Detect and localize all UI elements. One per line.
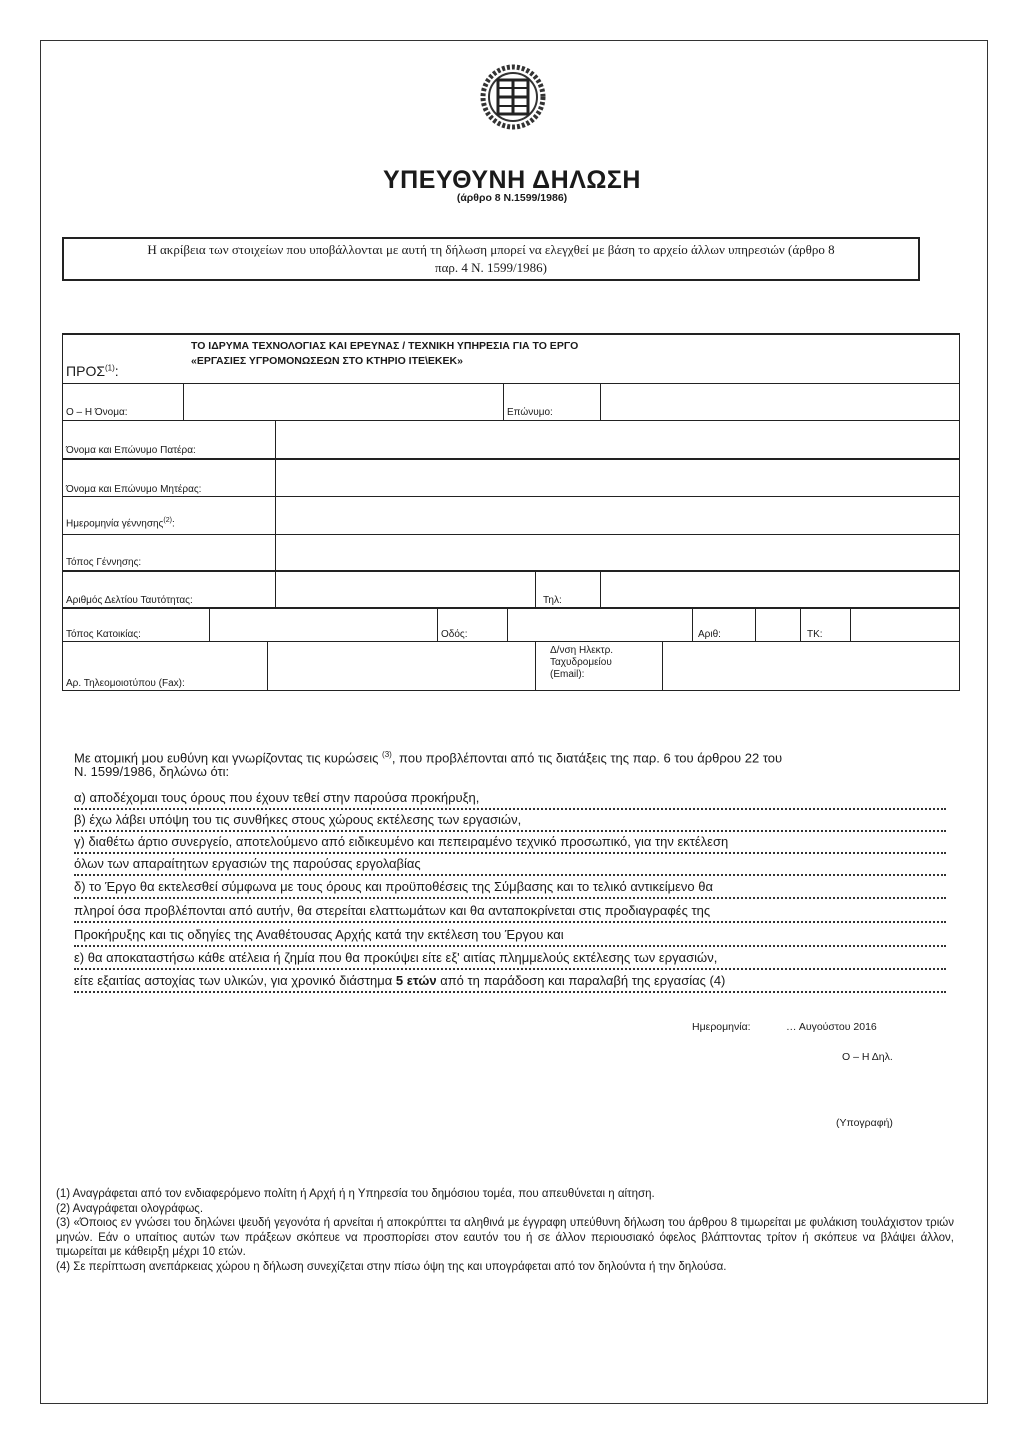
email-label-cell [535, 642, 662, 690]
id-number-label: Αριθμός Δελτίου Ταυτότητας: [66, 595, 193, 606]
form-row-address [62, 607, 960, 641]
statement-line: όλων των απαραίτητων εργασιών της παρούσας εργολαβίας [74, 856, 421, 871]
page-subtitle: (άρθρο 8 Ν.1599/1986) [456, 192, 568, 204]
email-label [550, 645, 613, 681]
dotted-rule [74, 852, 946, 854]
birthdate-label-colon: : [171, 518, 175, 530]
form-row-birthplace [62, 534, 960, 570]
surname-label: Επώνυμο: [507, 407, 553, 418]
recipient-value [191, 339, 578, 369]
dotted-rule [74, 874, 946, 876]
statement-line: γ) διαθέτω άρτιο συνεργείο, αποτελούμενο από ειδικευμένο και πεπειραμένο τεχνικό προσωπικό, για την εκτέλεση [74, 834, 729, 849]
declaration-intro-line-2: Ν. 1599/1986, δηλώνω ότι: [74, 764, 230, 780]
postcode-label: ΤΚ: [807, 629, 823, 640]
phone-field[interactable] [600, 572, 959, 607]
statement-line: δ) το Έργο θα εκτελεσθεί σύμφωνα με τους όρους και προϋποθέσεις της Σύμβασης και το τελικό αντικείμενο θα [74, 879, 713, 894]
dotted-rule [74, 968, 946, 970]
street-field[interactable] [507, 609, 692, 641]
statement-line: α) αποδέχομαι τους όρους που έχουν τεθεί στην παρούσα προκήρυξη, [74, 790, 480, 805]
recipient-line-1: ΤΟ ΙΔΡΥΜΑ ΤΕΧΝΟΛΟΓΙΑΣ ΚΑΙ ΕΡΕΥΝΑΣ / ΤΕΧΝΙΚΗ ΥΠΗΡΕΣΙΑ ΓΙΑ ΤΟ ΕΡΓΟ [191, 340, 579, 352]
form-row-father [62, 420, 960, 458]
final-line-part-a: είτε εξαιτίας αστοχίας των υλικών, για χρονικό διάστημα [74, 973, 396, 988]
street-label: Οδός: [441, 629, 468, 640]
birthdate-field[interactable] [275, 497, 959, 534]
surname-label-cell [503, 384, 600, 420]
declaration-intro-part-a: Με ατομική μου ευθύνη και γνωρίζοντας τις κυρώσεις [74, 750, 383, 766]
dotted-rule [74, 991, 946, 993]
father-field[interactable] [275, 421, 959, 458]
birthplace-field[interactable] [275, 535, 959, 570]
phone-label-cell [535, 572, 600, 607]
declaration-intro-line-1 [74, 748, 954, 765]
surname-field[interactable] [600, 384, 959, 420]
statement-line: ε) θα αποκαταστήσω κάθε ατέλεια ή ζημία που θα προκύψει είτε εξ' αιτίας πλημμελούς εκτέλεσης των εργασιών, [74, 950, 718, 965]
recipient-line-2: «ΕΡΓΑΣΙΕΣ ΥΓΡΟΜΟΝΩΣΕΩΝ ΣΤΟ ΚΤΗΡΙΟ ΙΤΕ\ΕΚΕΚ» [191, 355, 463, 367]
name-field[interactable] [183, 384, 503, 420]
page-title: ΥΠΕΥΘΥΝΗ ΔΗΛΩΣΗ [383, 166, 641, 194]
form-row-mother [62, 458, 960, 496]
greek-emblem-seal [478, 62, 548, 132]
declarant-form [62, 333, 960, 691]
dotted-rule [74, 897, 946, 899]
statement-line: πληροί όσα προβλέπονται από αυτήν, θα στερείται ελαττωμάτων και θα ανταποκρίνεται στις προδιαγραφές της [74, 903, 711, 918]
dotted-rule [74, 921, 946, 923]
residence-field[interactable] [209, 609, 437, 641]
dotted-rule [74, 945, 946, 947]
mother-label: Όνομα και Επώνυμο Μητέρας: [66, 484, 202, 495]
dotted-rule [74, 808, 946, 810]
email-field[interactable] [662, 642, 959, 690]
fax-field[interactable] [267, 642, 535, 690]
postcode-field[interactable] [850, 609, 959, 641]
footnote-3: (3) «Όποιος εν γνώσει του δηλώνει ψευδή γεγονότα ή αρνείται ή αποκρύπτει τα αληθινά με έγγραφη υπεύθυνη δήλωση του άρθρου 8 τιμωρείται με φυλάκιση τουλάχιστον τριών μηνών. Εάν ο υπαίτιος αυτών των πράξεων σκόπευε να προσπορίσει στον εαυτόν του ή σε άλλον περιουσιακό όφελος βλάπτοντας τρίτον ή σκόπευε να βλάψει άλλον, τιμωρείται με κάθειρξη μέχρι 10 ετών. [56, 1217, 954, 1259]
notice-line-2: παρ. 4 Ν. 1599/1986) [435, 260, 547, 275]
date-label: Ημερομηνία: [692, 1021, 751, 1033]
birthdate-label [66, 517, 175, 529]
number-label-cell [692, 609, 755, 641]
statement-line: β) έχω λάβει υπόψη του τις συνθήκες στους χώρους εκτέλεσης των εργασιών, [74, 812, 522, 827]
footnote-2: (2) Αναγράφεται ολογράφως. [56, 1202, 204, 1215]
email-label-line-1: Δ/νση Ηλεκτρ. [550, 645, 614, 656]
birthdate-footnote-ref: (2) [163, 517, 172, 524]
declarant-label: Ο – Η Δηλ. [842, 1051, 893, 1063]
recipient-footnote-ref: (1) [105, 363, 115, 373]
father-label: Όνομα και Επώνυμο Πατέρα: [66, 445, 196, 456]
id-number-field[interactable] [275, 572, 535, 607]
declaration-intro [74, 748, 954, 779]
declaration-intro-part-b: , που προβλέπονται από τις διατάξεις της παρ. 6 του άρθρου 22 του [391, 750, 783, 766]
footnotes [56, 1187, 954, 1275]
form-row-name [62, 383, 960, 420]
recipient-label-text: ΠΡΟΣ [66, 363, 105, 379]
fax-label: Αρ. Τηλεομοιοτύπου (Fax): [66, 678, 185, 689]
recipient-label [66, 363, 119, 379]
statement-line-final [74, 974, 954, 988]
date-value: … Αυγούστου 2016 [786, 1021, 877, 1033]
number-label: Αριθ: [698, 629, 721, 640]
form-row-contact [62, 641, 960, 691]
form-row-birthdate [62, 496, 960, 534]
form-row-recipient [62, 333, 960, 383]
street-label-cell [437, 609, 507, 641]
signature-label: (Υπογραφή) [836, 1117, 893, 1129]
name-label: Ο – Η Όνομα: [66, 407, 128, 418]
final-line-part-b: από τη παράδοση και παραλαβή της εργασίας (4) [436, 973, 726, 988]
postcode-label-cell [800, 609, 850, 641]
recipient-label-colon: : [114, 363, 119, 379]
footnote-4: (4) Σε περίπτωση ανεπάρκειας χώρου η δήλωση συνεχίζεται στην πίσω όψη της και υπογράφεται από τον δηλούντα ή την δηλούσα. [56, 1260, 727, 1273]
final-line-bold: 5 ετών [395, 973, 437, 988]
phone-label: Τηλ: [543, 595, 562, 606]
birthdate-label-text: Ημερομηνία γέννησης [66, 518, 164, 530]
residence-label: Τόπος Κατοικίας: [66, 629, 141, 640]
email-label-line-2: Ταχυδρομείου [550, 657, 612, 668]
dotted-rule [74, 830, 946, 832]
birthplace-label: Τόπος Γέννησης: [66, 557, 142, 568]
accuracy-notice-box [62, 237, 920, 281]
email-label-line-3: (Email): [550, 669, 585, 680]
footnote-1: (1) Αναγράφεται από τον ενδιαφερόμενο πολίτη ή Αρχή ή η Υπηρεσία του δημόσιου τομέα, που απευθύνεται η αίτηση. [56, 1188, 655, 1200]
declaration-intro-footnote-ref: (3) [382, 750, 392, 759]
notice-line-1: Η ακρίβεια των στοιχείων που υποβάλλονται με αυτή τη δήλωση μπορεί να ελεγχθεί με βάση το αρχείο άλλων υπηρεσιών (άρθρο 8 [147, 242, 835, 257]
form-row-id [62, 570, 960, 607]
mother-field[interactable] [275, 460, 959, 496]
number-field[interactable] [755, 609, 800, 641]
statement-line: Προκήρυξης και τις οδηγίες της Αναθέτουσας Αρχής κατά την εκτέλεση του Έργου και [74, 927, 564, 942]
